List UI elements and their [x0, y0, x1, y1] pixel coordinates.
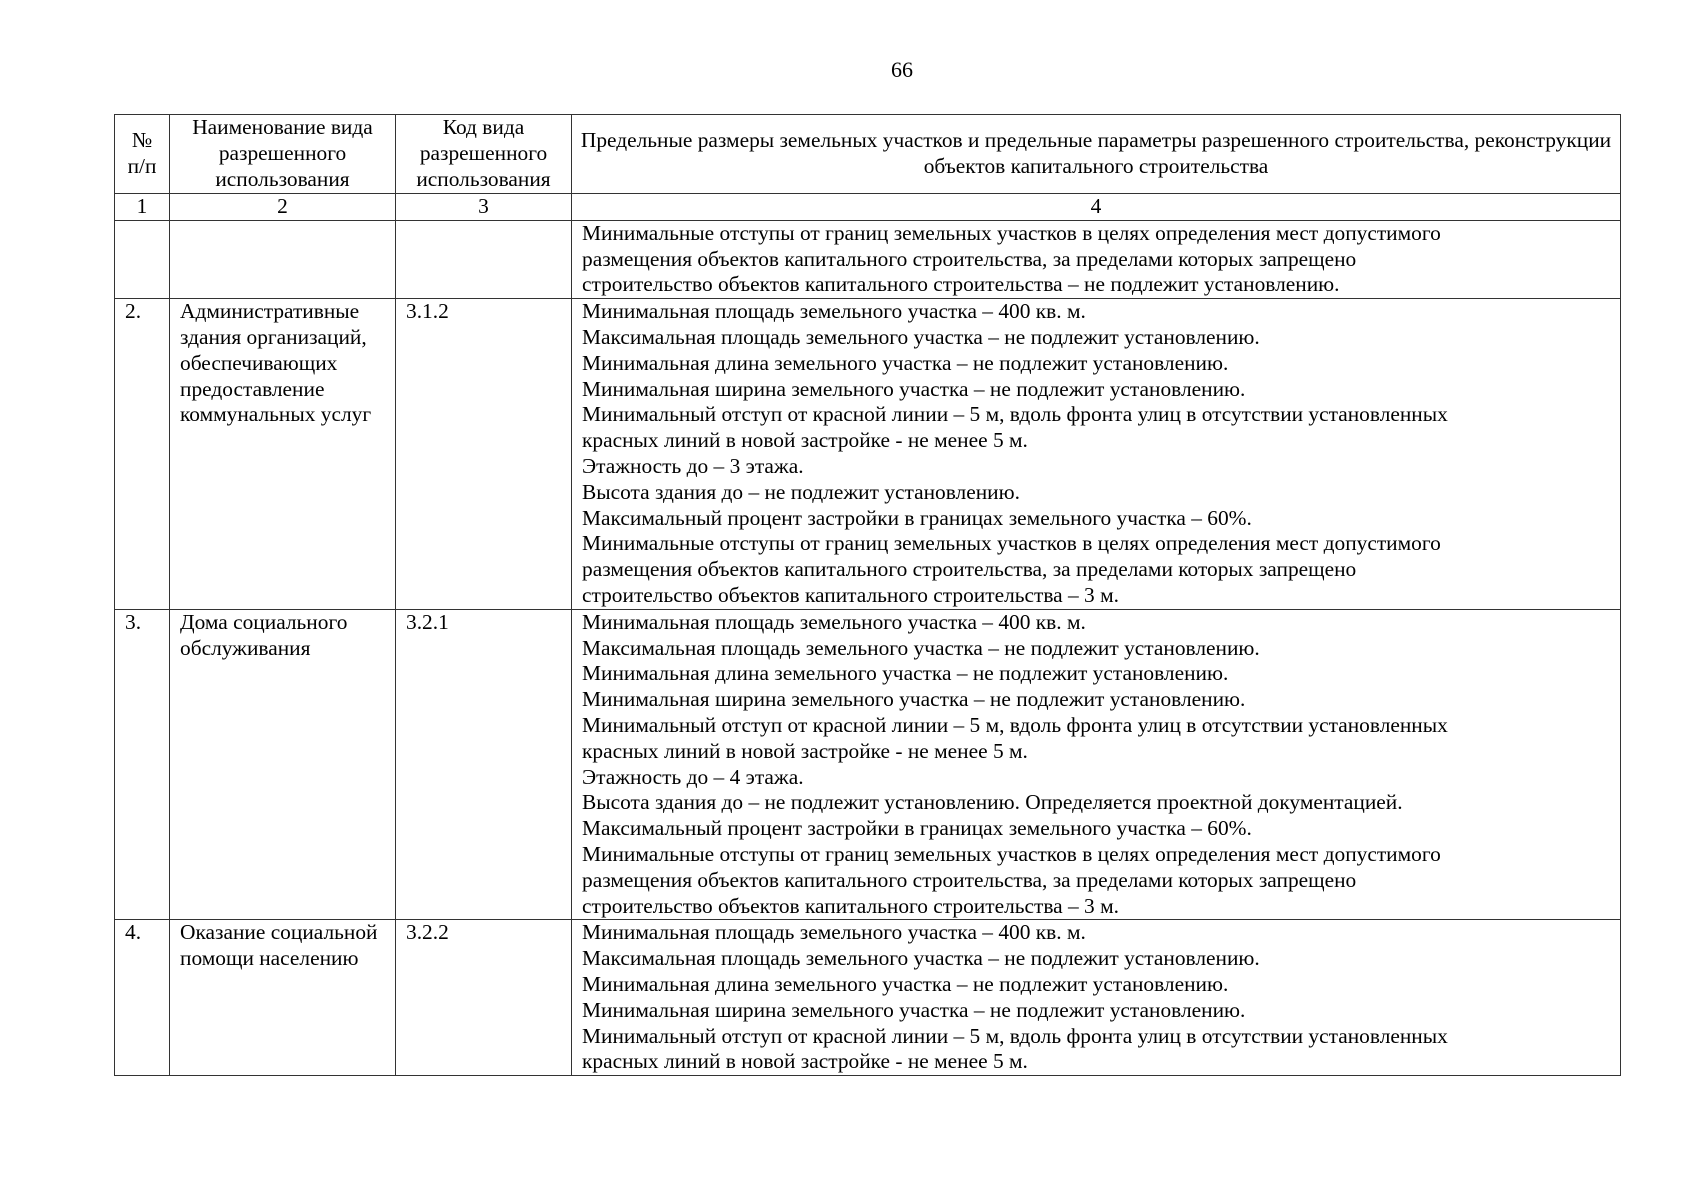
column-number: 3: [396, 194, 572, 221]
parameter-line: размещения объектов капитального строительства, за пределами которых запрещено: [582, 867, 1357, 892]
parameters-cell: [572, 220, 1621, 298]
parameter-line: Минимальные отступы от границ земельных участков в целях определения мест допустимого: [582, 220, 1441, 245]
use-code: 3.2.1: [396, 609, 572, 920]
row-number: [115, 220, 170, 298]
parameter-line: Минимальная ширина земельного участка – не подлежит установлению.: [582, 376, 1246, 401]
header-use-code: Код вида разрешенного использования: [396, 115, 572, 194]
header-number: № п/п: [115, 115, 170, 194]
column-number: 2: [170, 194, 396, 221]
parameter-line: Минимальная площадь земельного участка – 400 кв. м.: [582, 609, 1086, 634]
parameter-line: Этажность до – 3 этажа.: [582, 453, 804, 478]
column-number: 4: [572, 194, 1621, 221]
parameter-line: Минимальная ширина земельного участка – не подлежит установлению.: [582, 687, 1246, 712]
use-name: [170, 220, 396, 298]
parameters-cell: [572, 920, 1621, 1076]
parameter-line: строительство объектов капитального строительства – не подлежит установлению.: [582, 272, 1340, 297]
parameter-line: Высота здания до – не подлежит установлению. Определяется проектной документацией.: [582, 790, 1403, 815]
parameter-line: Максимальная площадь земельного участка – не подлежит установлению.: [582, 946, 1260, 971]
table-row: [115, 299, 1621, 610]
parameter-line: Этажность до – 4 этажа.: [582, 764, 804, 789]
parameter-line: Минимальная длина земельного участка – не подлежит установлению.: [582, 971, 1229, 996]
parameter-line: Минимальный отступ от красной линии – 5 м, вдоль фронта улиц в отсутствии установленных: [582, 712, 1448, 737]
row-number: 2.: [115, 299, 170, 610]
parameter-line: Минимальная площадь земельного участка – 400 кв. м.: [582, 299, 1086, 324]
parameter-line: Максимальный процент застройки в границах земельного участка – 60%.: [582, 505, 1252, 530]
parameter-line: Высота здания до – не подлежит установлению.: [582, 479, 1020, 504]
table-header-row: [115, 115, 1621, 194]
parameter-line: Минимальная площадь земельного участка – 400 кв. м.: [582, 920, 1086, 945]
column-numbers-row: [115, 194, 1621, 221]
parameter-line: Минимальный отступ от красной линии – 5 м, вдоль фронта улиц в отсутствии установленных: [582, 402, 1448, 427]
parameter-line: красных линий в новой застройке - не менее 5 м.: [582, 738, 1028, 763]
parameter-line: красных линий в новой застройке - не менее 5 м.: [582, 428, 1028, 453]
parameter-line: Минимальные отступы от границ земельных участков в целях определения мест допустимого: [582, 531, 1441, 556]
parameters-cell: [572, 299, 1621, 610]
header-use-name: Наименование вида разрешенного использования: [170, 115, 396, 194]
parameter-line: Минимальный отступ от красной линии – 5 м, вдоль фронта улиц в отсутствии установленных: [582, 1023, 1448, 1048]
parameter-line: Максимальная площадь земельного участка – не подлежит установлению.: [582, 324, 1260, 349]
use-name: Административные здания организаций, обеспечивающих предоставление коммунальных услуг: [170, 299, 396, 610]
use-code: [396, 220, 572, 298]
use-code: 3.1.2: [396, 299, 572, 610]
parameter-line: строительство объектов капитального строительства – 3 м.: [582, 582, 1119, 607]
parameter-line: размещения объектов капитального строительства, за пределами которых запрещено: [582, 557, 1357, 582]
parameter-line: размещения объектов капитального строительства, за пределами которых запрещено: [582, 246, 1357, 271]
row-number: 3.: [115, 609, 170, 920]
use-name: Дома социального обслуживания: [170, 609, 396, 920]
parameter-line: Максимальная площадь земельного участка – не подлежит установлению.: [582, 635, 1260, 660]
parameter-line: красных линий в новой застройке - не менее 5 м.: [582, 1049, 1028, 1074]
zoning-parameters-table: [114, 114, 1621, 1076]
use-name: Оказание социальной помощи населению: [170, 920, 396, 1076]
table-row: [115, 920, 1621, 1076]
row-number: 4.: [115, 920, 170, 1076]
header-parameters: Предельные размеры земельных участков и предельные параметры разрешенного строительства, реконструкции объектов капитального строительства: [572, 115, 1621, 194]
parameter-line: Максимальный процент застройки в границах земельного участка – 60%.: [582, 816, 1252, 841]
parameter-line: Минимальная длина земельного участка – не подлежит установлению.: [582, 350, 1229, 375]
parameters-cell: [572, 609, 1621, 920]
parameter-line: Минимальная длина земельного участка – не подлежит установлению.: [582, 661, 1229, 686]
parameter-line: Минимальная ширина земельного участка – не подлежит установлению.: [582, 997, 1246, 1022]
table-row: [115, 220, 1621, 298]
parameter-line: строительство объектов капитального строительства – 3 м.: [582, 893, 1119, 918]
use-code: 3.2.2: [396, 920, 572, 1076]
column-number: 1: [115, 194, 170, 221]
table-row: [115, 609, 1621, 920]
page-number: 66: [891, 57, 913, 82]
parameter-line: Минимальные отступы от границ земельных участков в целях определения мест допустимого: [582, 841, 1441, 866]
